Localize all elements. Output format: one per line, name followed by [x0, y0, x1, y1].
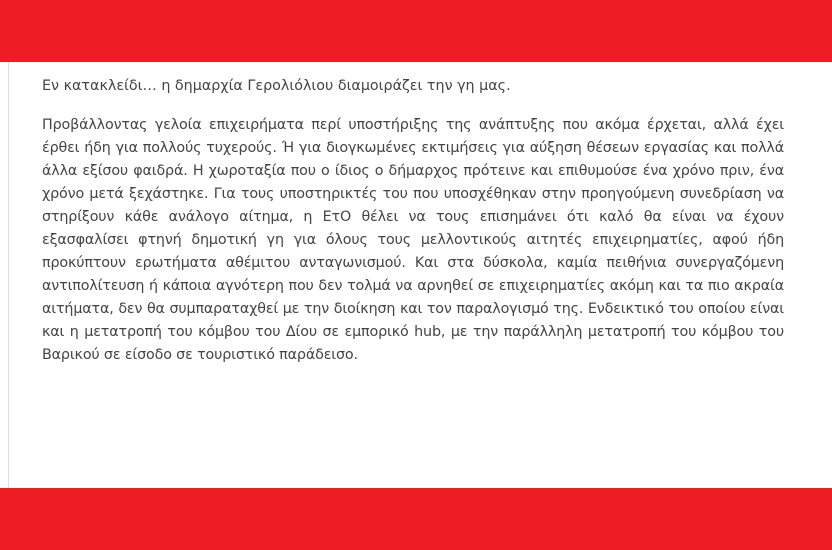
article-body: Προβάλλοντας γελοία επιχειρήματα περί υποστήριξης της ανάπτυξης που ακόμα έρχεται, αλλά έχει έρθει ήδη για πολλούς τυχερούς. Ή για διογκωμένες εκτιμήσεις για αύξηση θέσεων εργασίας και πολλά άλλα εξίσου φαιδρά. Η χωροταξία που ο ίδιος ο δήμαρχος πρότεινε και επιθυμούσε ένα χρόνο πριν, ένα χρόνο μετά ξεχάστηκε. Για τους υποστηρικτές του που υποσχέθηκαν στην προηγούμενη συνεδρίαση να στηρίξουν κάθε ανάλογο αίτημα, η ΕτΟ θέλει να τους επισημάνει ότι καλό θα είναι να έχουν εξασφαλίσει φτηνή δημοτική γη για όλους τους μελλοντικούς αιτητές επιχειρηματίες, αφού ήδη προκύπτουν ερωτήματα αθέμιτου ανταγωνισμού. Και στα δύσκολα, καμία πειθήνια συνεργαζόμενη αντιπολίτευση ή κάποια αγνότερη που δεν τολμά να αρνηθεί σε επιχειρηματίες ακόμη και τα πιο ακραία αιτήματα, δεν θα συμπαραταχθεί με την διοίκηση και τον παραλογισμό της. Ενδεικτικό του οποίου είναι και η μετατροπή του κόμβου του Δίου σε εμπορικό hub, με την παράλληλη μετατροπή του κόμβου του Βαρικού σε είσοδο σε τουριστικό παράδεισο.	[42, 117, 784, 363]
top-red-band	[0, 0, 832, 62]
article-intro: Εν κατακλείδι… η δημαρχία Γερολιόλιου διαμοιράζει την γη μας.	[42, 78, 511, 94]
bottom-red-band	[0, 488, 832, 550]
article-panel	[8, 62, 832, 488]
